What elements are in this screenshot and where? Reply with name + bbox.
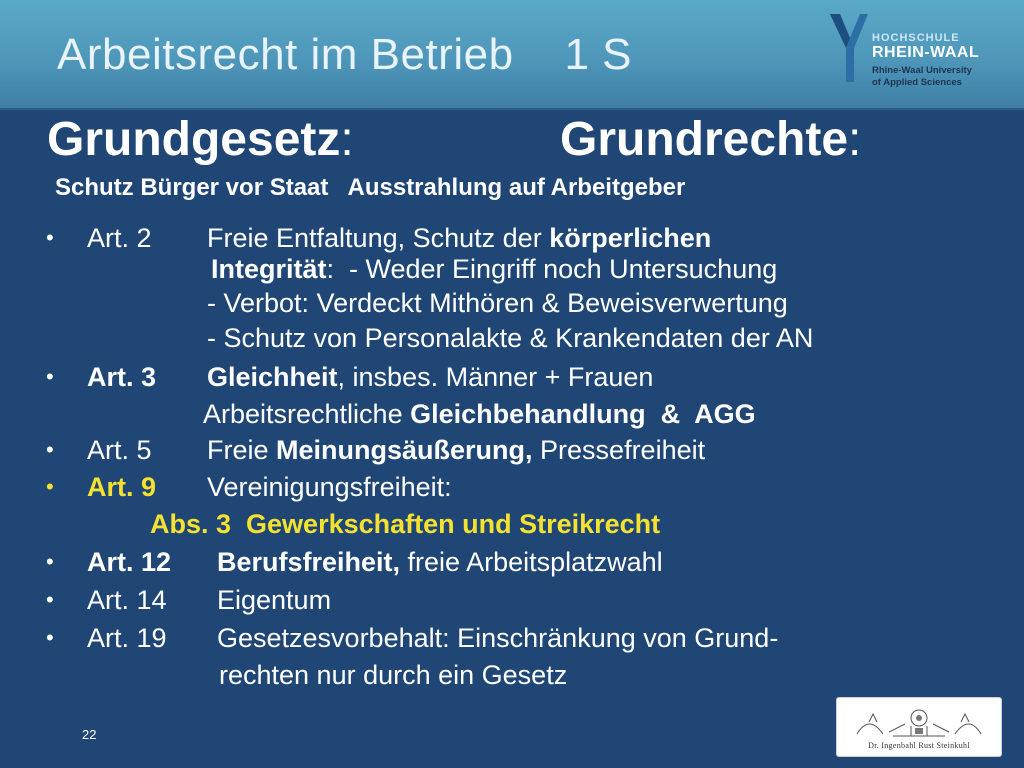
- slide-title: Arbeitsrecht im Betrieb 1 S: [57, 30, 632, 79]
- art-2-line-1: [207, 222, 711, 254]
- art-9-label-text: Art. 9: [87, 472, 157, 502]
- art-14-label: Art. 14: [87, 585, 167, 615]
- logo-line-rhein-waal: RHEIN-WAAL: [872, 44, 980, 61]
- title-bar: [0, 0, 1024, 110]
- art-2-text: Freie Entfaltung, Schutz der: [207, 223, 550, 253]
- bullet-art-2: •: [46, 225, 54, 250]
- heading-grundgesetz: [47, 112, 354, 167]
- art-2-bold: körperlichen: [549, 223, 712, 253]
- art-2-line-4: - Schutz von Personalakte & Krankendaten der AN: [207, 323, 814, 353]
- art-19-line-2: rechten nur durch ein Gesetz: [219, 660, 568, 690]
- logo-line-hochschule: HOCHSCHULE: [872, 32, 960, 44]
- heading-grundrechte: [560, 112, 861, 167]
- heading-grundgesetz-text: Grundgesetz: [47, 113, 341, 166]
- university-logo: [828, 12, 1008, 98]
- firm-logo-stamp: [836, 697, 1002, 757]
- logo-line-university: Rhine-Waal University: [872, 65, 972, 76]
- art-5-pressefreiheit: Pressefreiheit: [532, 435, 706, 465]
- art-12-label-text: Art. 12: [87, 547, 172, 577]
- art-2-label: Art. 2: [87, 223, 152, 253]
- art-3-label: [87, 361, 156, 393]
- heading-grundrechte-text: Grundrechte: [560, 113, 849, 166]
- page-number: 22: [82, 727, 97, 742]
- art-3-label-text: Art. 3: [87, 362, 157, 392]
- art-5-freie: Freie: [207, 435, 277, 465]
- bullet-art-14: •: [46, 587, 54, 612]
- art-19-label: Art. 19: [87, 623, 167, 653]
- art-2-line-2: [211, 253, 777, 285]
- heading-subtitle: Schutz Bürger vor Staat Ausstrahlung auf Arbeitgeber: [55, 174, 686, 201]
- bullet-art-3: •: [46, 364, 54, 389]
- art-3-gleichheit: Gleichheit: [207, 362, 338, 392]
- art-19-line-1: Gesetzesvorbehalt: Einschränkung von Grund-: [217, 623, 779, 653]
- art-2-integritaet: Integrität: [211, 254, 327, 284]
- firm-caption: Dr. Ingenbahl Rust Steinkuhl: [868, 741, 970, 750]
- bullet-art-5: •: [46, 437, 54, 462]
- logo-line-applied-sciences: of Applied Sciences: [872, 77, 962, 88]
- art-12-label: [87, 546, 171, 578]
- bullet-art-19: •: [46, 625, 54, 650]
- art-9-line-1: Vereinigungsfreiheit:: [207, 472, 452, 502]
- art-3-line-2: [203, 398, 756, 430]
- art-3-text: , insbes. Männer + Frauen: [337, 362, 654, 392]
- art-9-line-2: [150, 508, 660, 540]
- art-12-line-1: [217, 546, 663, 578]
- art-2-line-3: - Verbot: Verdeckt Mithören & Beweisverwertung: [207, 288, 788, 318]
- art-3-gleichbehandlung: Gleichbehandlung & AGG: [410, 399, 756, 429]
- bullet-art-9: •: [46, 474, 54, 499]
- bullet-art-12: •: [46, 549, 54, 574]
- heading-colon: :: [340, 113, 354, 166]
- art-9-label: [87, 471, 156, 503]
- art-9-abs-3: Abs. 3 Gewerkschaften und Streikrecht: [150, 509, 661, 539]
- logo-y-icon: [828, 12, 870, 84]
- heading-colon: :: [848, 113, 862, 166]
- art-14-line-1: Eigentum: [217, 585, 332, 615]
- art-5-line-1: [207, 434, 705, 466]
- art-2-eingriff: : - Weder Eingriff noch Untersuchung: [326, 254, 778, 284]
- art-12-berufsfreiheit: Berufsfreiheit,: [217, 547, 401, 577]
- art-5-meinungsaeusserung: Meinungsäußerung,: [276, 435, 533, 465]
- art-12-text: freie Arbeitsplatzwahl: [400, 547, 663, 577]
- art-3-line-1: [207, 361, 653, 393]
- firm-emblem-icon: [849, 704, 989, 740]
- art-5-label: Art. 5: [87, 435, 152, 465]
- art-3-arbeitsrechtliche: Arbeitsrechtliche: [203, 399, 411, 429]
